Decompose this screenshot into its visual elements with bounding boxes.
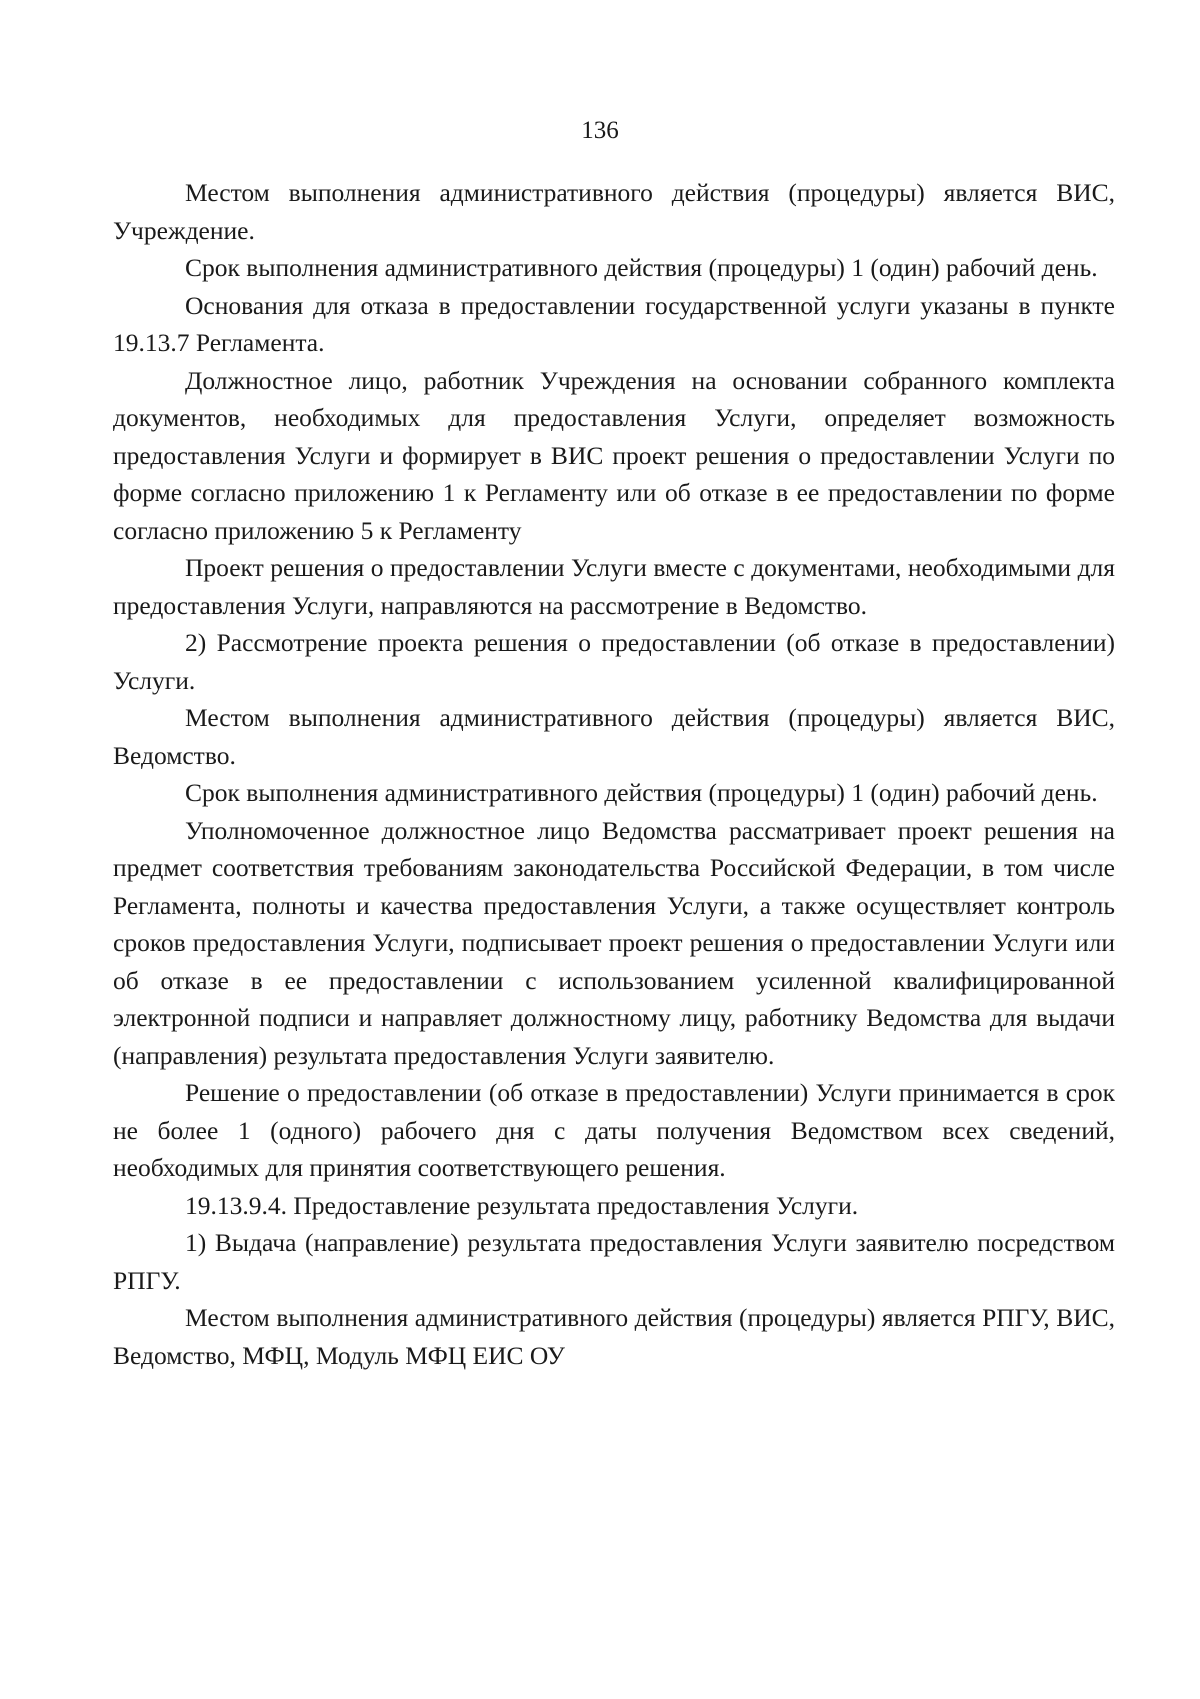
paragraph-step-1-issuance: 1) Выдача (направление) результата предоставления Услуги заявителю посредством РПГУ. <box>113 1228 1115 1295</box>
paragraph-term-one-day: Срок выполнения административного действия (процедуры) 1 (один) рабочий день. <box>185 253 1098 282</box>
paragraph-place-rpgu-list: Местом выполнения административного действия (процедуры) является РПГУ, ВИС, Ведомство, МФЦ, Модуль МФЦ ЕИС ОУ <box>113 1303 1115 1370</box>
paragraph-draft-sent-to-agency: Проект решения о предоставлении Услуги вместе с документами, необходимыми для предоставления Услуги, направляются на рассмотрение в Ведомство. <box>113 553 1115 620</box>
paragraph-official-forms-draft: Должностное лицо, работник Учреждения на основании собранного комплекта документов, необходимых для предоставления Услуги, определяет возможность предоставления Услуги и формирует в ВИС проект решения о предоставлении Услуги по форме согласно приложению 1 к Регламенту или об отказе в ее предоставлении по форме согласно приложению 5 к Регламенту <box>113 365 1115 545</box>
paragraph-step-2-review: 2) Рассмотрение проекта решения о предоставлении (об отказе в предоставлении) Услуги. <box>113 628 1115 695</box>
paragraph-refusal-grounds: Основания для отказа в предоставлении государственной услуги указаны в пункте 19.13.7 Регламента. <box>113 290 1115 357</box>
page-number: 136 <box>581 117 619 144</box>
paragraph-term-one-day-2: Срок выполнения административного действия (процедуры) 1 (один) рабочий день. <box>185 778 1098 807</box>
paragraph-place-vis-agency: Местом выполнения административного действия (процедуры) является ВИС, Ведомство. <box>113 703 1115 770</box>
document-body <box>113 174 1115 1374</box>
paragraph-authorized-official-review: Уполномоченное должностное лицо Ведомства рассматривает проект решения на предмет соответствия требованиям законодательства Российской Федерации, в том числе Регламента, полноты и качества предоставления Услуги, а также осуществляет контроль сроков предоставления Услуги, подписывает проект решения о предоставлении Услуги или об отказе в ее предоставлении с использованием усиленной квалифицированной электронной подписи и направляет должностному лицу, работнику Ведомства для выдачи (направления) результата предоставления Услуги заявителю. <box>113 815 1115 1070</box>
paragraph-section-19-13-9-4: 19.13.9.4. Предоставление результата предоставления Услуги. <box>185 1190 859 1220</box>
paragraph-decision-deadline: Решение о предоставлении (об отказе в предоставлении) Услуги принимается в срок не более 1 (одного) рабочего дня с даты получения Ведомством всех сведений, необходимых для принятия соответствующего решения. <box>113 1078 1115 1182</box>
paragraph-place-vis-institution: Местом выполнения административного действия (процедуры) является ВИС, Учреждение. <box>113 178 1115 245</box>
